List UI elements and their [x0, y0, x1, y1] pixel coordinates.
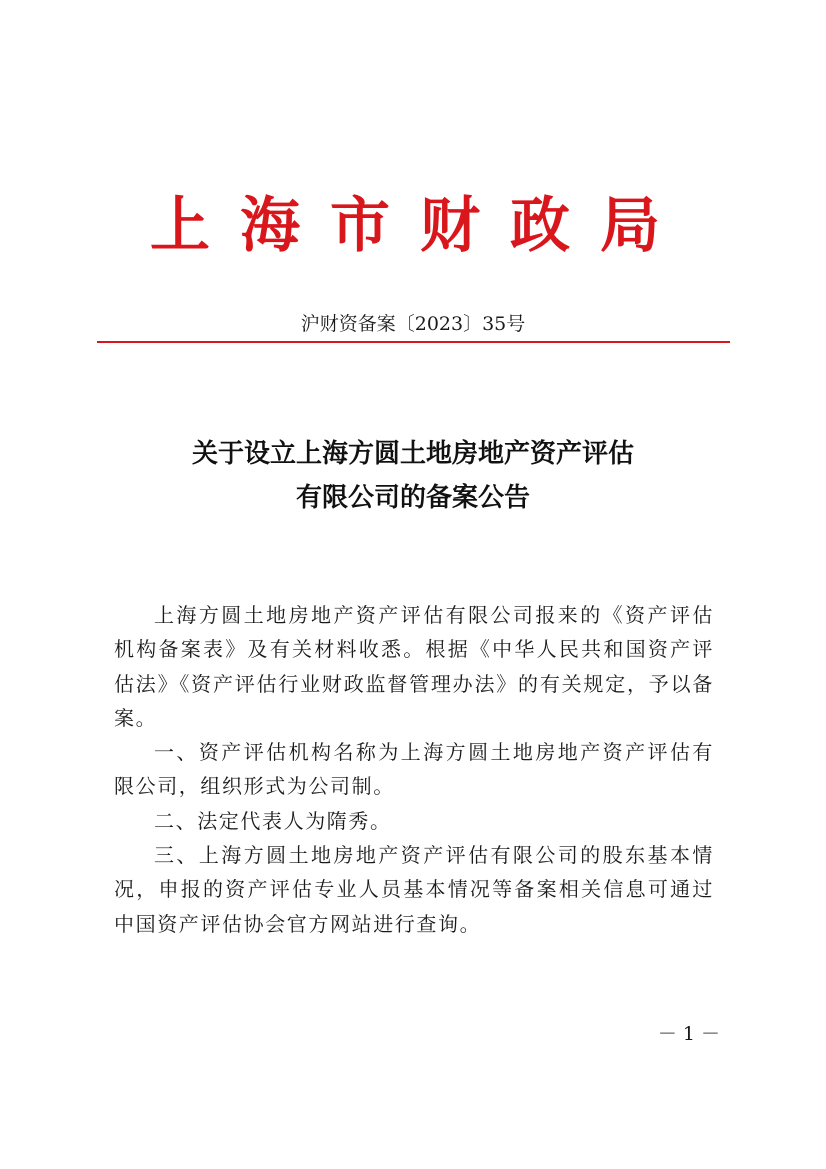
red-divider-line — [97, 341, 730, 343]
page-number: － 1 － — [657, 1023, 720, 1045]
issuing-agency-header: 上海市财政局 — [150, 191, 690, 261]
body-paragraph-item-3: 三、上海方圆土地房地产资产评估有限公司的股东基本情况，申报的资产评估专业人员基本情况等备案相关信息可通过中国资产评估协会官方网站进行查询。 — [114, 843, 714, 936]
body-paragraph-intro: 上海方圆土地房地产资产评估有限公司报来的《资产评估机构备案表》及有关材料收悉。根据《中华人民共和国资产评估法》《资产评估行业财政监督管理办法》的有关规定，予以备案。 — [114, 603, 714, 730]
document-title-line-2: 有限公司的备案公告 — [295, 483, 530, 513]
document-body — [114, 598, 714, 941]
body-paragraph-item-1: 一、资产评估机构名称为上海方圆土地房地产资产评估有限公司，组织形式为公司制。 — [114, 740, 714, 799]
document-number: 沪财资备案〔2023〕35号 — [300, 313, 526, 335]
document-title-line-1: 关于设立上海方圆土地房地产资产评估 — [191, 439, 634, 469]
body-paragraph-item-2: 二、法定代表人为隋秀。 — [154, 808, 392, 833]
